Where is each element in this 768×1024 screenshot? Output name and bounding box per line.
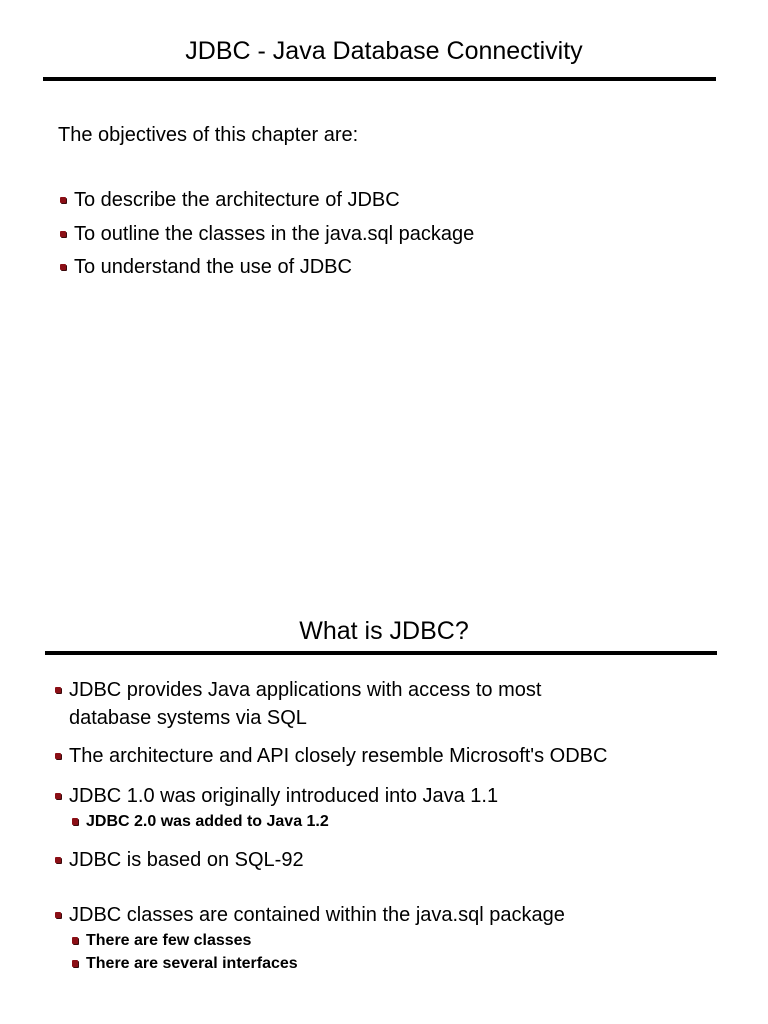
slide-2-title-rule (45, 651, 717, 655)
bullet-text-continuation: database systems via SQL (69, 707, 307, 729)
bullet-text: JDBC is based on SQL-92 (69, 849, 304, 871)
bullet-icon (55, 753, 61, 759)
list-item (55, 783, 498, 809)
sub-bullet-icon (72, 960, 78, 967)
bullet-text: JDBC provides Java applications with access to most (69, 679, 542, 701)
slide-1-title: JDBC - Java Database Connectivity (185, 37, 583, 65)
slide-2-title: What is JDBC? (299, 617, 469, 645)
slide-1-intro: The objectives of this chapter are: (58, 124, 359, 146)
bullet-text: The architecture and API closely resemble Microsoft's ODBC (69, 745, 608, 767)
bullet-text: To outline the classes in the java.sql package (74, 223, 475, 245)
sub-list-item (72, 954, 298, 974)
list-item (55, 902, 565, 928)
list-item (55, 677, 541, 703)
bullet-icon (55, 912, 61, 918)
sub-bullet-text: There are few classes (86, 932, 252, 949)
bullet-text: JDBC classes are contained within the java.sql package (69, 904, 565, 926)
bullet-text: To describe the architecture of JDBC (74, 189, 400, 211)
list-item (55, 743, 607, 769)
bullet-text: To understand the use of JDBC (74, 256, 352, 278)
bullet-icon (55, 687, 61, 693)
sub-list-item (72, 812, 329, 832)
list-item (55, 847, 304, 873)
sub-bullet-icon (72, 818, 78, 825)
sub-bullet-icon (72, 937, 78, 944)
bullet-text: JDBC 1.0 was originally introduced into Java 1.1 (69, 785, 499, 807)
bullet-icon (55, 793, 61, 799)
list-item-continuation (55, 705, 307, 731)
sub-list-item (72, 931, 251, 951)
bullet-icon (55, 857, 61, 863)
sub-bullet-text: There are several interfaces (86, 955, 298, 972)
sub-bullet-text: JDBC 2.0 was added to Java 1.2 (86, 813, 329, 830)
